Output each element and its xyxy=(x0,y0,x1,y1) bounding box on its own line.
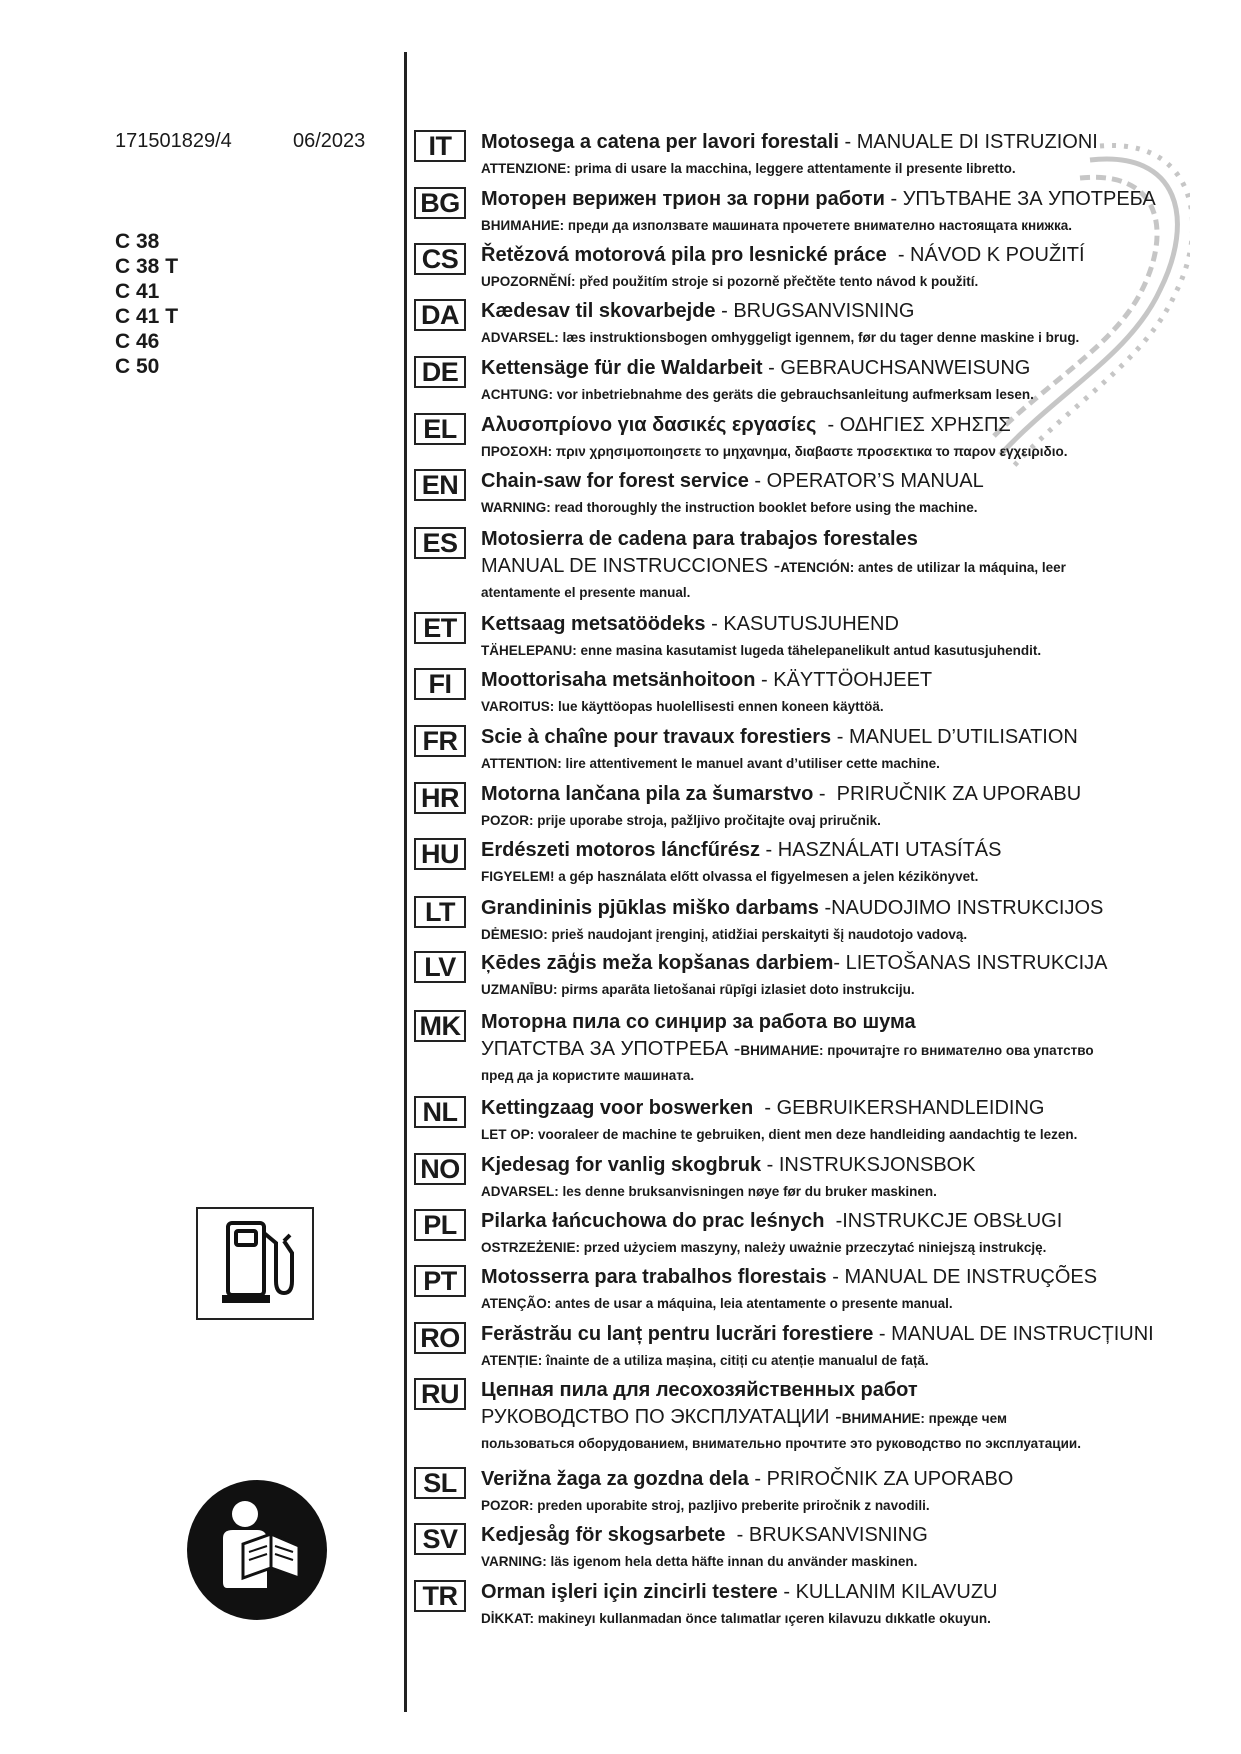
manual-title: HASZNÁLATI UTASÍTÁS xyxy=(777,839,1002,861)
product-title: Motorna lančana pila za šumarstvo xyxy=(481,783,814,805)
language-title xyxy=(481,951,1108,975)
warning-text: OSTRZEŻENIE: przed użyciem maszyny, należy uważnie przeczytać niniejszą instrukcję. xyxy=(481,1240,1047,1255)
warning-text-start: ВНИМАНИЕ: прочитајте го внимателно ова упатство xyxy=(740,1043,1094,1058)
title-separator: - xyxy=(831,726,849,748)
language-title xyxy=(481,1265,1097,1289)
model-item: C 41 T xyxy=(115,305,179,328)
warning-text: VARNING: läs igenom hela detta häfte innan du använder maskinen. xyxy=(481,1554,918,1569)
product-title: Моторен верижен трион за горни работи xyxy=(481,188,885,210)
product-title: Motosega a catena per lavori forestali xyxy=(481,131,839,153)
language-title xyxy=(481,896,1103,920)
language-title xyxy=(481,187,1156,211)
title-separator: - xyxy=(826,1266,845,1288)
language-title xyxy=(481,130,1098,154)
language-code-box: PT xyxy=(414,1265,466,1297)
warning-text: WARNING: read thoroughly the instruction booklet before using the machine. xyxy=(481,500,978,515)
language-code-box: RO xyxy=(414,1322,466,1354)
language-code-box: LT xyxy=(414,896,466,928)
model-list xyxy=(115,229,178,379)
product-title: Kædesav til skovarbejde xyxy=(481,300,716,322)
manual-title: MANUEL D’UTILISATION xyxy=(848,726,1078,748)
title-separator: - xyxy=(753,1097,777,1119)
manual-title: KÄYTTÖOHJEET xyxy=(773,669,933,691)
title-separator: - xyxy=(762,357,781,379)
model-item: C 41 xyxy=(115,280,160,303)
warning-text: DĖMESIO: prieš naudojant įrenginį, atidžiai perskaityti šį naudotojo vadovą. xyxy=(481,927,968,942)
product-title: Моторна пила со синџир за работа во шума xyxy=(481,1011,916,1033)
warning-text: DİKKAT: makineyı kullanmadan önce talımatlar ıçeren kilavuzu dıkkatle okuyun. xyxy=(481,1611,991,1626)
manual-title: GEBRAUCHSANWEISUNG xyxy=(780,357,1031,379)
manual-title: MANUAL DE INSTRUCȚIUNI xyxy=(891,1323,1154,1345)
language-title xyxy=(481,1322,1154,1346)
manual-title: PRIROČNIK ZA UPORABO xyxy=(766,1468,1014,1490)
product-title: Цепная пила для лесохозяйственных работ xyxy=(481,1379,918,1401)
manual-title: NAUDOJIMO INSTRUKCIJOS xyxy=(831,897,1104,919)
manual-title: PRIRUČNIK ZA UPORABU xyxy=(836,783,1082,805)
warning-text: UZMANĪBU: pirms aparāta lietošanai rūpīgi izlasiet doto instrukciju. xyxy=(481,982,915,997)
title-separator: - xyxy=(886,244,911,266)
product-title: Chain-saw for forest service xyxy=(481,470,749,492)
title-separator: - xyxy=(705,613,724,635)
fuel-pump-icon xyxy=(196,1207,314,1320)
document-date: 06/2023 xyxy=(293,130,366,152)
manual-title: BRUKSANVISNING xyxy=(748,1524,928,1546)
title-separator: - xyxy=(748,1468,767,1490)
title-separator: - xyxy=(824,1210,843,1232)
product-title: Motosierra de cadena para trabajos forestales xyxy=(481,528,918,550)
manual-title: GEBRUIKERSHANDLEIDING xyxy=(776,1097,1045,1119)
title-separator: - xyxy=(873,1323,892,1345)
manual-title-line xyxy=(481,1037,1094,1063)
language-title xyxy=(481,1378,918,1402)
manual-title: OPERATOR’S MANUAL xyxy=(766,470,984,492)
product-title: Kettingzaag voor boswerken xyxy=(481,1097,754,1119)
language-code-box: HU xyxy=(414,838,466,870)
language-title xyxy=(481,1096,1044,1120)
warning-text: ADVARSEL: læs instruktionsbogen omhyggeligt igennem, før du tager denne maskine i brug. xyxy=(481,330,1080,345)
language-title xyxy=(481,413,1011,437)
model-item: C 38 xyxy=(115,230,160,253)
manual-title: УПАТСТВА ЗА УПОТРЕБА - xyxy=(481,1038,741,1060)
language-code-box: ET xyxy=(414,612,466,644)
language-title xyxy=(481,356,1030,380)
language-code-box: NO xyxy=(414,1153,466,1185)
warning-text: ADVARSEL: les denne bruksanvisningen nøye før du bruker maskinen. xyxy=(481,1184,937,1199)
language-code-box: EN xyxy=(414,469,466,501)
manual-title: INSTRUKSJONSBOK xyxy=(778,1154,976,1176)
language-title xyxy=(481,1010,916,1034)
product-title: Kedjesåg för skogsarbete xyxy=(481,1524,726,1546)
language-title xyxy=(481,668,932,692)
warning-text: FIGYELEM! a gép használata előtt olvassa el figyelmesen a jelen kézikönyvet. xyxy=(481,869,979,884)
warning-text: ATTENZIONE: prima di usare la macchina, leggere attentamente il presente libretto. xyxy=(481,161,1016,176)
product-title: Grandininis pjūklas miško darbams xyxy=(481,897,819,919)
warning-text: POZOR: preden uporabite stroj, pazljivo preberite priročnik z navodili. xyxy=(481,1498,930,1513)
manual-title: MANUALE DI ISTRUZIONI xyxy=(856,131,1098,153)
language-code-box: PL xyxy=(414,1209,466,1241)
language-code-box: MK xyxy=(414,1010,466,1042)
language-title xyxy=(481,1580,997,1604)
language-title xyxy=(481,1467,1013,1491)
title-separator: - xyxy=(761,1154,779,1176)
manual-title: BRUGSANVISNING xyxy=(733,300,915,322)
warning-text: VAROITUS: lue käyttöopas huolellisesti ennen koneen käyttöä. xyxy=(481,699,884,714)
manual-title: ΟΔΗΓΙΕΣ ΧΡΗΣΠΣ xyxy=(839,414,1011,436)
warning-text: TÄHELEPANU: enne masina kasutamist lugeda tähelepanelikult antud kasutusjuhendit. xyxy=(481,643,1042,658)
manual-title: INSTRUKCJE OBSŁUGI xyxy=(842,1210,1063,1232)
read-manual-icon xyxy=(187,1480,327,1620)
language-code-box: ES xyxy=(414,527,466,559)
language-title xyxy=(481,838,1002,862)
product-title: Ferăstrău cu lanț pentru lucrări forestiere xyxy=(481,1323,874,1345)
product-title: Kettensäge für die Waldarbeit xyxy=(481,357,763,379)
language-code-box: LV xyxy=(414,951,466,983)
language-code-box: SV xyxy=(414,1523,466,1555)
title-separator: - xyxy=(818,897,832,919)
language-code-box: IT xyxy=(414,130,466,162)
language-title xyxy=(481,612,899,636)
language-code-box: EL xyxy=(414,413,466,445)
warning-text: LET OP: vooraleer de machine te gebruiken, dient men deze handleiding aandachtig te lezen. xyxy=(481,1127,1078,1142)
product-title: Erdészeti motoros láncfűrész xyxy=(481,839,760,861)
language-title xyxy=(481,725,1078,749)
warning-text: ΠΡΟΣΟΧΗ: πριν χρησιμοποιησετε το μηχανημα, διαβαστε προσεκτικα το παρον εγχειριδιο. xyxy=(481,444,1068,459)
warning-text: ATENȚIE: înainte de a utiliza mașina, citiți cu atenție manualul de față. xyxy=(481,1353,929,1368)
manual-title: NÁVOD K POUŽITÍ xyxy=(910,244,1085,266)
language-code-box: DA xyxy=(414,299,466,331)
product-title: Pilarka łańcuchowa do prac leśnych xyxy=(481,1210,825,1232)
product-title: Kjedesag for vanlig skogbruk xyxy=(481,1154,762,1176)
model-item: C 46 xyxy=(115,330,160,353)
language-code-box: CS xyxy=(414,243,466,275)
language-code-box: FI xyxy=(414,668,466,700)
product-title: Ķēdes zāģis meža kopšanas darbiem xyxy=(481,952,834,974)
language-title xyxy=(481,782,1081,806)
product-title: Scie à chaîne pour travaux forestiers xyxy=(481,726,832,748)
warning-text: ACHTUNG: vor inbetriebnahme des geräts die gebrauchsanleitung aufmerksam lesen. xyxy=(481,387,1034,402)
title-separator: - xyxy=(838,131,857,153)
title-separator: - xyxy=(833,952,846,974)
language-code-box: SL xyxy=(414,1467,466,1499)
title-separator: - xyxy=(777,1581,796,1603)
manual-title-line xyxy=(481,554,1066,580)
language-title xyxy=(481,527,918,551)
product-title: Αλυσοπρίονο για δασικές εργασίες xyxy=(481,414,817,436)
warning-text-start: ATENCIÓN: antes de utilizar la máquina, leer xyxy=(780,560,1066,575)
manual-title: LIETOŠANAS INSTRUKCIJA xyxy=(845,952,1108,974)
warning-text: POZOR: prije uporabe stroja, pažljivo pročitajte ovaj priručnik. xyxy=(481,813,881,828)
title-separator: - xyxy=(755,669,774,691)
title-separator: - xyxy=(759,839,778,861)
warning-text: пред да ја користите машината. xyxy=(481,1068,695,1083)
language-code-box: RU xyxy=(414,1378,466,1410)
manual-title: MANUAL DE INSTRUÇÕES xyxy=(844,1266,1098,1288)
product-title: Moottorisaha metsänhoitoon xyxy=(481,669,756,691)
model-item: C 50 xyxy=(115,355,160,378)
title-separator: - xyxy=(715,300,734,322)
language-code-box: NL xyxy=(414,1096,466,1128)
warning-text-start: ВНИМАНИЕ: прежде чем xyxy=(841,1411,1007,1426)
model-item: C 38 T xyxy=(115,255,179,278)
product-title: Orman işleri için zincirli testere xyxy=(481,1581,778,1603)
warning-text: atentamente el presente manual. xyxy=(481,585,691,600)
language-title xyxy=(481,1209,1062,1233)
title-separator: - xyxy=(725,1524,749,1546)
manual-title: РУКОВОДСТВО ПО ЭКСПЛУАТАЦИИ - xyxy=(481,1406,842,1428)
manual-title: KULLANIM KILAVUZU xyxy=(795,1581,998,1603)
warning-text: ВНИМАНИЕ: преди да използвате машината прочетете внимателно настоящата книжка. xyxy=(481,218,1073,233)
warning-text: пользоваться оборудованием, внимательно прочтите это руководство по эксплуатации. xyxy=(481,1436,1081,1451)
document-code: 171501829/4 xyxy=(115,130,232,152)
language-code-box: HR xyxy=(414,782,466,814)
manual-title: MANUAL DE INSTRUCCIONES - xyxy=(481,555,781,577)
language-title xyxy=(481,299,915,323)
language-title xyxy=(481,243,1085,267)
title-separator: - xyxy=(748,470,767,492)
manual-title: KASUTUSJUHEND xyxy=(723,613,899,635)
warning-text: ATTENTION: lire attentivement le manuel avant d’utiliser cette machine. xyxy=(481,756,940,771)
manual-title-line xyxy=(481,1405,1007,1431)
title-separator: - xyxy=(884,188,903,210)
language-code-box: TR xyxy=(414,1580,466,1612)
language-code-box: BG xyxy=(414,187,466,219)
language-title xyxy=(481,1523,928,1547)
language-title xyxy=(481,469,984,493)
product-title: Verižna žaga za gozdna dela xyxy=(481,1468,749,1490)
product-title: Motosserra para trabalhos florestais xyxy=(481,1266,827,1288)
product-title: Řetězová motorová pila pro lesnické práce xyxy=(481,244,887,266)
title-separator: - xyxy=(813,783,837,805)
language-title xyxy=(481,1153,976,1177)
product-title: Kettsaag metsatöödeks xyxy=(481,613,706,635)
title-separator: - xyxy=(816,414,840,436)
warning-text: UPOZORNĚNÍ: před použitím stroje si pozorně přečtěte tento návod k použití. xyxy=(481,274,979,289)
warning-text: ATENÇÃO: antes de usar a máquina, leia atentamente o presente manual. xyxy=(481,1296,953,1311)
language-code-box: FR xyxy=(414,725,466,757)
manual-title: УПЪТВАНЕ ЗА УПОТРЕБА xyxy=(902,188,1156,210)
column-divider xyxy=(404,52,407,1712)
language-code-box: DE xyxy=(414,356,466,388)
